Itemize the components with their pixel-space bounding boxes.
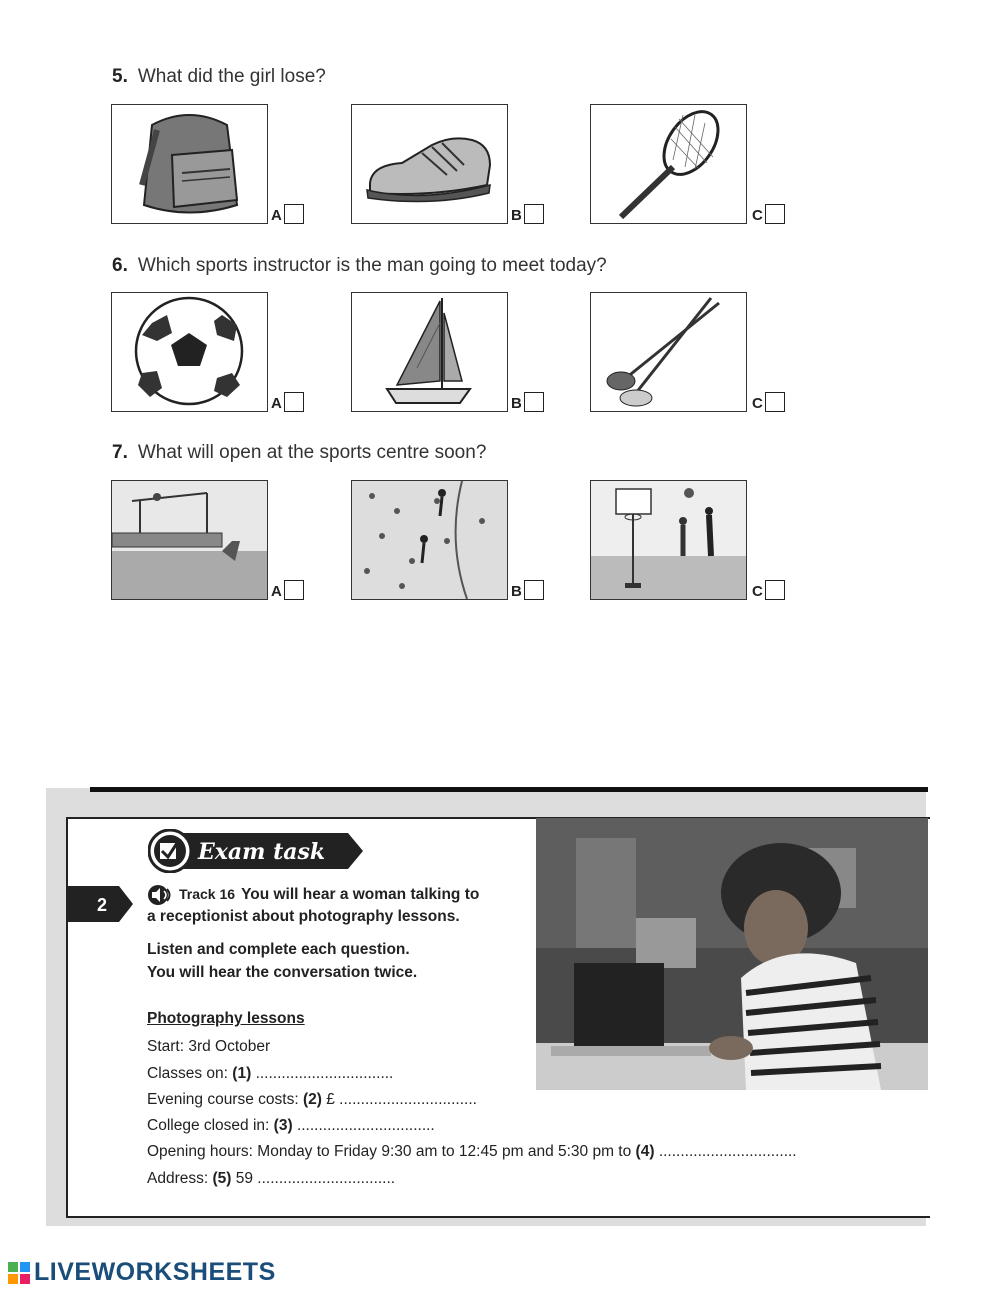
part-number-tag xyxy=(67,886,133,922)
form-line-start: Start: 3rd October xyxy=(147,1038,271,1055)
basketball-picture xyxy=(590,480,747,600)
exam-task-label: Exam task xyxy=(198,839,326,865)
form-line-3: College closed in: (3) ................................ xyxy=(147,1117,435,1134)
q5-checkbox-b[interactable] xyxy=(524,204,544,224)
answer-blank-2[interactable]: £ ................................ xyxy=(326,1091,477,1108)
gymnastics-picture xyxy=(111,480,268,600)
woman-on-phone-photo xyxy=(536,818,928,1090)
backpack-icon xyxy=(112,105,267,223)
sailboat-icon xyxy=(352,293,507,411)
question-7-title: 7. What will open at the sports centre soon? xyxy=(112,442,487,463)
q6-checkbox-b[interactable] xyxy=(524,392,544,412)
exam-task-badge xyxy=(148,829,363,873)
q7-checkbox-a[interactable] xyxy=(284,580,304,600)
question-5-title: 5. What did the girl lose? xyxy=(112,66,326,87)
question-6-title: 6. Which sports instructor is the man going to meet today? xyxy=(112,255,607,276)
answer-blank-4[interactable]: ................................ xyxy=(658,1143,797,1160)
track-intro-line2: a receptionist about photography lessons. xyxy=(147,908,460,925)
gymnastics-icon xyxy=(112,481,267,599)
q6-option-a: A xyxy=(271,392,304,412)
q7-checkbox-b[interactable] xyxy=(524,580,544,600)
answer-blank-5[interactable]: 59 ................................ xyxy=(235,1170,396,1187)
climbing-wall-icon xyxy=(352,481,507,599)
speaker-icon xyxy=(147,884,173,906)
football-icon xyxy=(112,293,267,411)
football-picture xyxy=(111,292,268,412)
logo-grid-icon xyxy=(8,1262,30,1284)
sneaker-icon xyxy=(352,105,507,223)
q7-checkbox-c[interactable] xyxy=(765,580,785,600)
form-line-4: Opening hours: Monday to Friday 9:30 am to 12:45 pm and 5:30 pm to (4) ................................ xyxy=(147,1143,797,1160)
golf-clubs-icon xyxy=(591,293,746,411)
q5-checkbox-c[interactable] xyxy=(765,204,785,224)
form-line-5: Address: (5) 59 ................................ xyxy=(147,1170,396,1187)
answer-blank-3[interactable]: ................................ xyxy=(296,1117,435,1134)
panel-top-rule xyxy=(90,787,928,792)
squash-racket-icon xyxy=(591,105,746,223)
sailboat-picture xyxy=(351,292,508,412)
instruction-line1: Listen and complete each question. xyxy=(147,941,410,958)
basketball-icon xyxy=(591,481,746,599)
q6-option-c: C xyxy=(752,392,785,412)
part-number: 2 xyxy=(97,895,108,915)
q5-option-c: C xyxy=(752,204,785,224)
answer-blank-1[interactable]: ................................ xyxy=(255,1065,394,1082)
q5-checkbox-a[interactable] xyxy=(284,204,304,224)
q5-option-b: B xyxy=(511,204,544,224)
backpack-picture xyxy=(111,104,268,224)
form-line-2: Evening course costs: (2) £ ................................ xyxy=(147,1091,477,1108)
sneaker-picture xyxy=(351,104,508,224)
q5-option-a: A xyxy=(271,204,304,224)
liveworksheets-logo: LIVEWORKSHEETS xyxy=(8,1258,276,1287)
form-title: Photography lessons xyxy=(147,1010,305,1027)
climbing-wall-picture xyxy=(351,480,508,600)
q7-option-c: C xyxy=(752,580,785,600)
golf-clubs-picture xyxy=(590,292,747,412)
q7-option-a: A xyxy=(271,580,304,600)
q7-option-b: B xyxy=(511,580,544,600)
track-intro-line1: Track 16 You will hear a woman talking to xyxy=(147,884,479,906)
q6-option-b: B xyxy=(511,392,544,412)
q6-checkbox-c[interactable] xyxy=(765,392,785,412)
instruction-line2: You will hear the conversation twice. xyxy=(147,964,418,981)
form-line-1: Classes on: (1) ................................ xyxy=(147,1065,394,1082)
q6-checkbox-a[interactable] xyxy=(284,392,304,412)
squash-racket-picture xyxy=(590,104,747,224)
photo-woman-laptop xyxy=(536,818,928,1090)
